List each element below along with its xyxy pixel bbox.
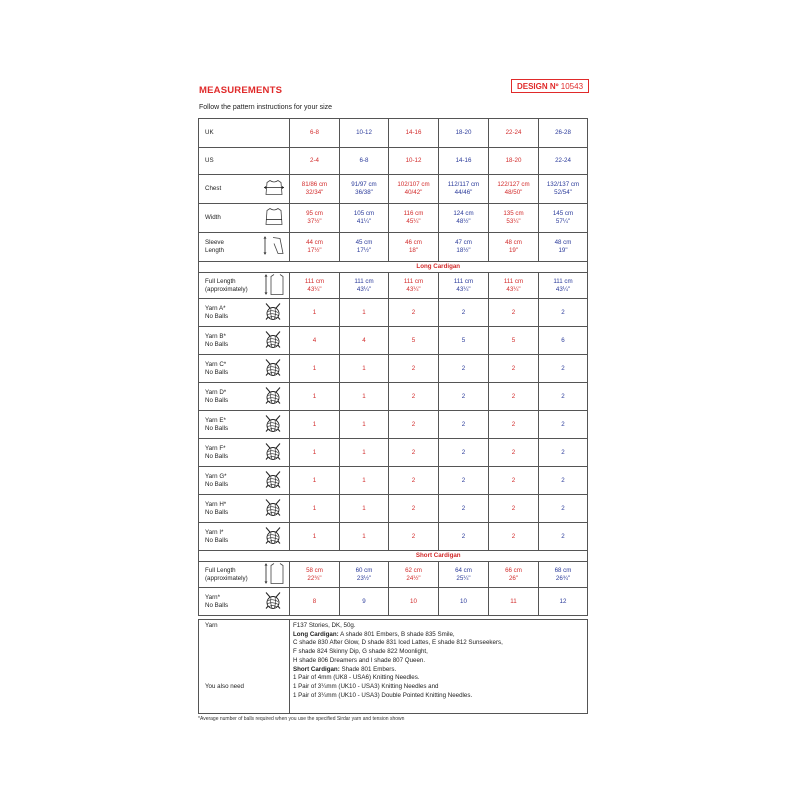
value-cell: 44 cm 17½"	[290, 233, 340, 262]
long-cardigan-heading: Long Cardigan	[290, 262, 588, 273]
value-cell: 111 cm 43¼"	[489, 273, 539, 299]
yarn-count-cell: 5	[439, 327, 489, 355]
yarn-count-cell: 1	[290, 355, 340, 383]
yarn-ball-icon	[263, 590, 283, 613]
yarn-count-cell: 2	[389, 355, 439, 383]
us-size-cell: 18-20	[489, 148, 539, 175]
yarn-count-cell: 4	[340, 327, 389, 355]
page-subtitle: Follow the pattern instructions for your size	[199, 104, 333, 111]
yarn-count-cell: 5	[389, 327, 439, 355]
value-cell: 105 cm 41¼"	[340, 204, 389, 233]
value-cell: 111 cm 43¼"	[340, 273, 389, 299]
yarn-count-cell: 2	[539, 383, 588, 411]
row-label-yarn: Yarn I* No Balls	[199, 523, 290, 551]
yarn-count-cell: 10	[389, 588, 439, 616]
yarn-count-cell: 2	[489, 411, 539, 439]
uk-size-cell: 10-12	[340, 119, 389, 148]
uk-size-cell: 6-8	[290, 119, 340, 148]
row-label-yarn: Yarn F* No Balls	[199, 439, 290, 467]
value-cell: 111 cm 43¼"	[439, 273, 489, 299]
yarn-count-cell: 2	[439, 355, 489, 383]
full-length-icon	[263, 273, 285, 298]
value-cell: 47 cm 18½"	[439, 233, 489, 262]
yarn-count-cell: 11	[489, 588, 539, 616]
row-label-sleeve: Sleeve Length	[199, 233, 290, 262]
value-cell: 145 cm 57¼"	[539, 204, 588, 233]
value-cell: 116 cm 45¼"	[389, 204, 439, 233]
yarn-count-cell: 1	[340, 439, 389, 467]
value-cell: 46 cm 18"	[389, 233, 439, 262]
value-cell: 62 cm 24½"	[389, 562, 439, 588]
yarn-count-cell: 1	[290, 495, 340, 523]
value-cell: 48 cm 19"	[489, 233, 539, 262]
yarn-info-label: Yarn	[205, 622, 218, 629]
yarn-count-cell: 2	[439, 439, 489, 467]
yarn-count-cell: 2	[439, 523, 489, 551]
design-label: DESIGN Nº	[516, 82, 559, 91]
row-label-uk: UK	[199, 119, 290, 148]
yarn-count-cell: 10	[439, 588, 489, 616]
yarn-count-cell: 2	[539, 439, 588, 467]
yarn-count-cell: 1	[290, 467, 340, 495]
uk-size-cell: 14-16	[389, 119, 439, 148]
yarn-count-cell: 2	[489, 383, 539, 411]
yarn-count-cell: 2	[389, 439, 439, 467]
value-cell: 132/137 cm 52/54"	[539, 175, 588, 204]
yarn-count-cell: 9	[340, 588, 389, 616]
value-cell: 124 cm 48½"	[439, 204, 489, 233]
yarn-count-cell: 2	[389, 411, 439, 439]
us-size-cell: 22-24	[539, 148, 588, 175]
yarn-ball-icon	[263, 329, 283, 352]
yarn-count-cell: 1	[340, 299, 389, 327]
us-size-cell: 14-16	[439, 148, 489, 175]
yarn-count-cell: 5	[489, 327, 539, 355]
yarn-count-cell: 2	[389, 383, 439, 411]
yarn-count-cell: 1	[340, 467, 389, 495]
yarn-line-4: F shade 824 Skinny Dip, G shade 822 Moonlight,	[293, 648, 428, 656]
yarn-info-table	[198, 619, 588, 714]
design-number: 10543	[560, 82, 584, 91]
footnote: *Average number of balls required when you use the specified Sirdar yarn and tension shown	[198, 716, 405, 722]
yarn-ball-icon	[263, 301, 283, 324]
yarn-count-cell: 1	[340, 355, 389, 383]
yarn-count-cell: 1	[340, 523, 389, 551]
row-label-short-yarn: Yarn* No Balls	[199, 588, 290, 616]
yarn-count-cell: 2	[539, 299, 588, 327]
row-label-yarn: Yarn H* No Balls	[199, 495, 290, 523]
yarn-count-cell: 2	[489, 439, 539, 467]
yarn-ball-icon	[263, 357, 283, 380]
value-cell: 48 cm 19"	[539, 233, 588, 262]
value-cell: 111 cm 43¼"	[290, 273, 340, 299]
row-label-yarn: Yarn C* No Balls	[199, 355, 290, 383]
row-label-short-full-length: Full Length (approximately)	[199, 562, 290, 588]
yarn-count-cell: 2	[439, 383, 489, 411]
yarn-count-cell: 1	[290, 383, 340, 411]
value-cell: 66 cm 26"	[489, 562, 539, 588]
value-cell: 112/117 cm 44/46"	[439, 175, 489, 204]
value-cell: 60 cm 23½"	[340, 562, 389, 588]
row-label-chest: Chest	[199, 175, 290, 204]
us-size-cell: 10-12	[389, 148, 439, 175]
value-cell: 122/127 cm 48/50"	[489, 175, 539, 204]
yarn-count-cell: 2	[439, 467, 489, 495]
yarn-count-cell: 2	[539, 355, 588, 383]
yarn-ball-icon	[263, 413, 283, 436]
yarn-line-8: 1 Pair of 3¼mm (UK10 - USA3) Knitting Needles and	[293, 682, 439, 690]
yarn-count-cell: 2	[389, 523, 439, 551]
value-cell: 45 cm 17½"	[340, 233, 389, 262]
design-number-box	[511, 79, 589, 93]
yarn-line-7: 1 Pair of 4mm (UK8 - USA6) Knitting Needles.	[293, 674, 420, 682]
short-cardigan-heading: Short Cardigan	[290, 551, 588, 562]
yarn-ball-icon	[263, 525, 283, 548]
yarn-count-cell: 1	[290, 299, 340, 327]
value-cell: 135 cm 53¼"	[489, 204, 539, 233]
yarn-count-cell: 2	[539, 411, 588, 439]
row-label-full-length: Full Length (approximately)	[199, 273, 290, 299]
sleeve-length-icon	[261, 236, 285, 259]
value-cell: 95 cm 37½"	[290, 204, 340, 233]
value-cell: 58 cm 22¾"	[290, 562, 340, 588]
yarn-line-6: Short Cardigan: Shade 801 Embers.	[293, 665, 397, 673]
yarn-line-5: H shade 806 Dreamers and I shade 807 Queen.	[293, 656, 426, 664]
yarn-line-1: F137 Stories, DK, 50g.	[293, 622, 356, 629]
yarn-line-3: C shade 830 After Glow, D shade 831 Iced Lattes, E shade 812 Sunseekers,	[293, 639, 503, 647]
value-cell: 111 cm 43¼"	[389, 273, 439, 299]
you-also-need-label: You also need	[205, 682, 244, 690]
value-cell: 81/86 cm 32/34"	[290, 175, 340, 204]
row-label-us: US	[199, 148, 290, 175]
yarn-count-cell: 2	[439, 411, 489, 439]
row-label-width: Width	[199, 204, 290, 233]
yarn-count-cell: 1	[340, 411, 389, 439]
yarn-count-cell: 2	[439, 495, 489, 523]
value-cell: 91/97 cm 36/38"	[340, 175, 389, 204]
yarn-count-cell: 1	[340, 495, 389, 523]
yarn-count-cell: 2	[389, 299, 439, 327]
row-label-yarn: Yarn A* No Balls	[199, 299, 290, 327]
garment-chest-icon	[263, 180, 285, 199]
row-label-yarn: Yarn B* No Balls	[199, 327, 290, 355]
measurements-table	[198, 118, 588, 616]
yarn-count-cell: 4	[290, 327, 340, 355]
yarn-count-cell: 1	[340, 383, 389, 411]
yarn-count-cell: 2	[539, 495, 588, 523]
yarn-count-cell: 1	[290, 523, 340, 551]
yarn-count-cell: 2	[489, 299, 539, 327]
yarn-count-cell: 8	[290, 588, 340, 616]
yarn-count-cell: 6	[539, 327, 588, 355]
yarn-ball-icon	[263, 441, 283, 464]
yarn-count-cell: 12	[539, 588, 588, 616]
yarn-count-cell: 1	[290, 439, 340, 467]
yarn-line-9: 1 Pair of 3¼mm (UK10 - USA3) Double Pointed Knitting Needles.	[293, 691, 473, 699]
garment-width-icon	[263, 208, 285, 229]
value-cell: 111 cm 43¼"	[539, 273, 588, 299]
yarn-count-cell: 2	[539, 467, 588, 495]
yarn-ball-icon	[263, 497, 283, 520]
yarn-ball-icon	[263, 469, 283, 492]
yarn-count-cell: 2	[489, 467, 539, 495]
row-label-yarn: Yarn E* No Balls	[199, 411, 290, 439]
yarn-count-cell: 2	[389, 495, 439, 523]
us-size-cell: 2-4	[290, 148, 340, 175]
yarn-count-cell: 2	[489, 355, 539, 383]
value-cell: 64 cm 25¼"	[439, 562, 489, 588]
us-size-cell: 6-8	[340, 148, 389, 175]
yarn-ball-icon	[263, 385, 283, 408]
yarn-count-cell: 2	[489, 523, 539, 551]
row-label-yarn: Yarn G* No Balls	[199, 467, 290, 495]
full-length-icon	[263, 562, 285, 587]
yarn-count-cell: 2	[539, 523, 588, 551]
page-title: MEASUREMENTS	[199, 85, 283, 96]
yarn-count-cell: 2	[489, 495, 539, 523]
uk-size-cell: 26-28	[539, 119, 588, 148]
yarn-line-2: Long Cardigan: A shade 801 Embers, B shade 835 Smile,	[293, 630, 455, 638]
yarn-count-cell: 2	[439, 299, 489, 327]
uk-size-cell: 22-24	[489, 119, 539, 148]
yarn-count-cell: 2	[389, 467, 439, 495]
uk-size-cell: 18-20	[439, 119, 489, 148]
value-cell: 102/107 cm 40/42"	[389, 175, 439, 204]
yarn-count-cell: 1	[290, 411, 340, 439]
value-cell: 68 cm 26¾"	[539, 562, 588, 588]
row-label-yarn: Yarn D* No Balls	[199, 383, 290, 411]
